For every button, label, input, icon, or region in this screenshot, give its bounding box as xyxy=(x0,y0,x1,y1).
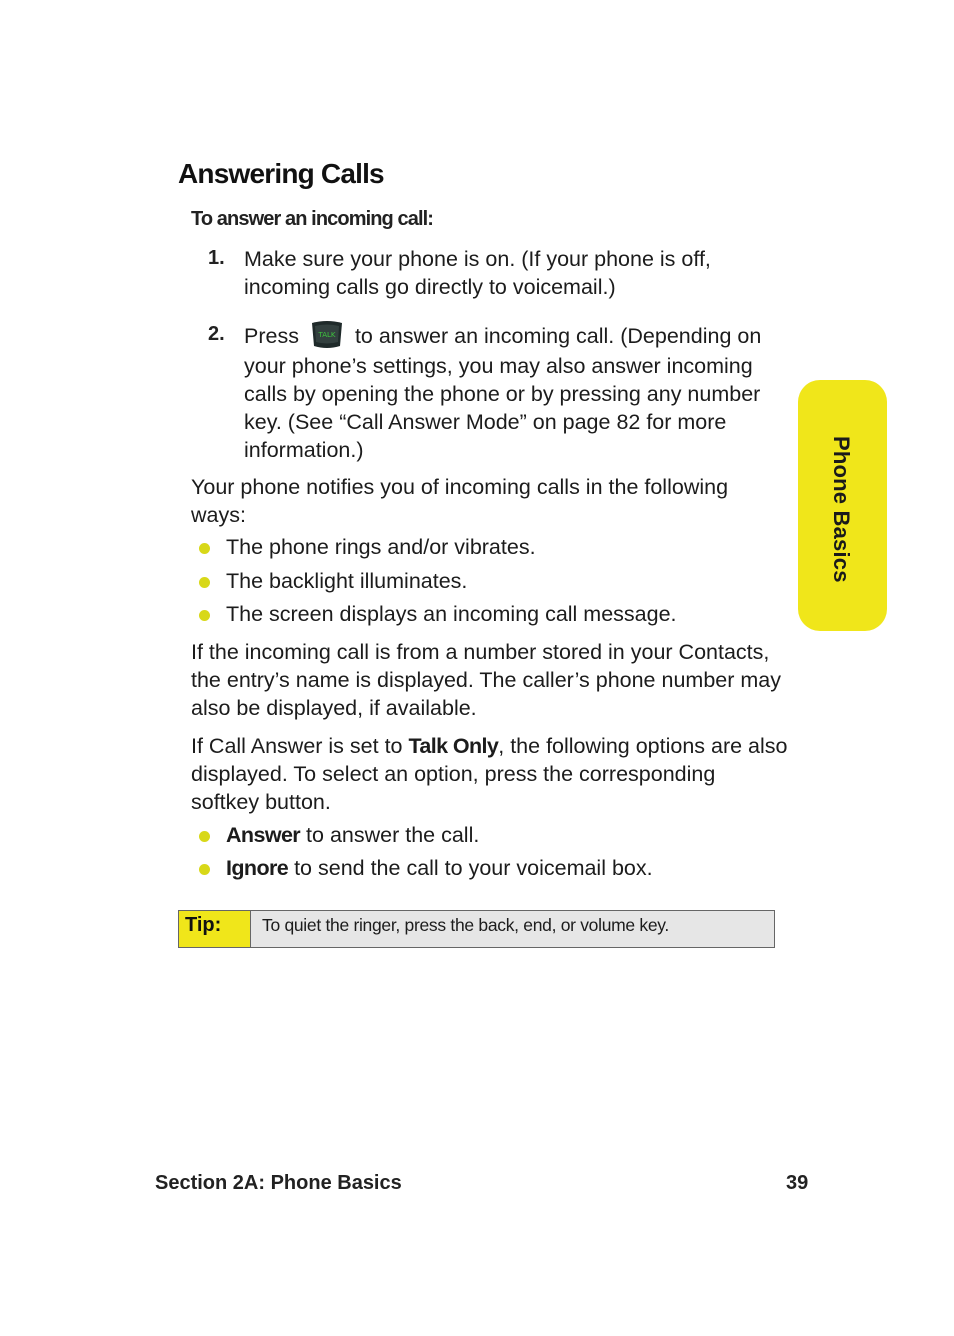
step-1-text xyxy=(244,245,711,301)
contacts-line-1: If the incoming call is from a number stored in your Contacts, xyxy=(191,640,770,664)
side-tab-label: Phone Basics xyxy=(829,436,854,583)
page-number: 39 xyxy=(786,1172,809,1194)
footer-section: Section 2A: Phone Basics xyxy=(155,1172,402,1194)
talk-only-paragraph xyxy=(191,732,788,816)
contacts-line-2: the entry’s name is displayed. The caller’s phone number may xyxy=(191,668,781,692)
bullet-icon xyxy=(199,543,210,554)
step-1-line-1: Make sure your phone is on. (If your phone is off, xyxy=(244,247,711,271)
step-1-line-2: incoming calls go directly to voicemail.) xyxy=(244,275,616,299)
notify-bullet-3: The screen displays an incoming call message. xyxy=(226,602,677,626)
notify-bullet-2: The backlight illuminates. xyxy=(226,569,468,593)
option-ignore-text: to send the call to your voicemail box. xyxy=(288,856,653,880)
step-2-number: 2. xyxy=(208,323,225,345)
step-2-text xyxy=(244,320,784,464)
bullet-icon xyxy=(199,864,210,875)
step-2-line-5: information.) xyxy=(244,438,364,462)
notify-line-1: Your phone notifies you of incoming calls in the following xyxy=(191,475,729,499)
contacts-line-3: also be displayed, if available. xyxy=(191,696,477,720)
tip-label: Tip: xyxy=(179,911,251,947)
talk-only-line-2: displayed. To select an option, press the corresponding xyxy=(191,762,716,786)
step-2-line-2: your phone’s settings, you may also answer incoming xyxy=(244,354,753,378)
contacts-paragraph xyxy=(191,638,781,722)
notify-bullet-1: The phone rings and/or vibrates. xyxy=(226,535,536,559)
tip-text: To quiet the ringer, press the back, end, or volume key. xyxy=(251,911,774,947)
notify-paragraph xyxy=(191,473,728,529)
talk-key-label: TALK xyxy=(318,331,336,339)
procedure-subheading: To answer an incoming call: xyxy=(191,208,434,230)
step-2-line-1-rest: to answer an incoming call. (Depending on xyxy=(354,324,762,348)
step-2-line-4: key. (See “Call Answer Mode” on page 82 for more xyxy=(244,410,727,434)
notify-line-2: ways: xyxy=(191,503,246,527)
option-ignore-label: Ignore xyxy=(226,856,289,880)
bullet-icon xyxy=(199,831,210,842)
talk-only-line-1 xyxy=(191,732,788,760)
option-answer-text: to answer the call. xyxy=(300,823,480,847)
option-bullet-ignore xyxy=(226,854,653,882)
talk-only-setting: Talk Only xyxy=(408,734,499,758)
step-2-line-1 xyxy=(244,320,784,350)
talk-key-icon xyxy=(309,320,345,350)
step-2-line-3: calls by opening the phone or by pressing any number xyxy=(244,382,761,406)
talk-only-text-before: If Call Answer is set to xyxy=(191,734,409,758)
tip-box xyxy=(178,910,775,948)
talk-only-text-after: , the following options are also xyxy=(498,734,788,758)
step-1-number: 1. xyxy=(208,247,225,269)
page-title: Answering Calls xyxy=(178,158,384,189)
bullet-icon xyxy=(199,577,210,588)
option-bullet-answer xyxy=(226,821,479,849)
step-2-press-word: Press xyxy=(244,324,299,348)
section-side-tab xyxy=(798,380,887,631)
bullet-icon xyxy=(199,610,210,621)
talk-only-line-3: softkey button. xyxy=(191,790,331,814)
option-answer-label: Answer xyxy=(226,823,301,847)
